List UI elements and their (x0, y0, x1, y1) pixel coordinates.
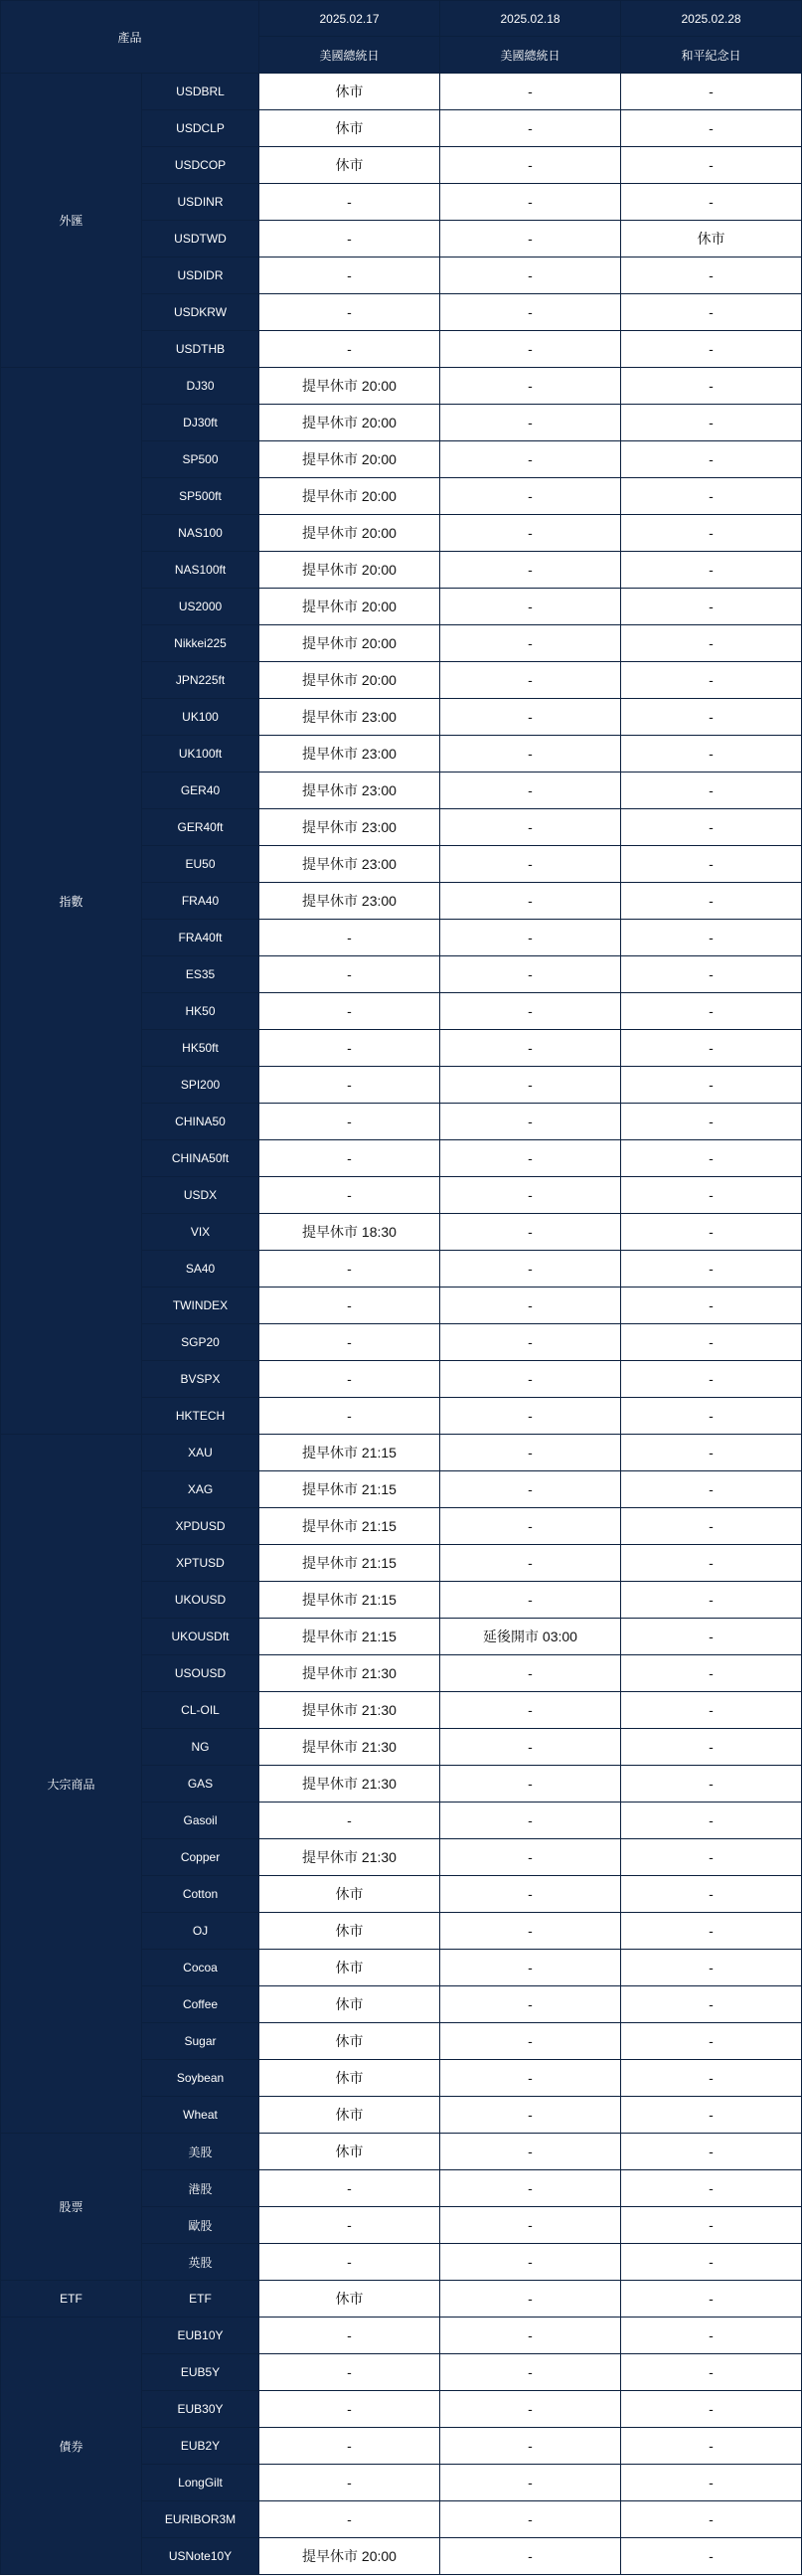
schedule-cell: 提早休市 23:00 (259, 699, 440, 736)
schedule-cell: 休市 (259, 147, 440, 184)
schedule-cell: - (440, 1766, 621, 1803)
schedule-cell: - (440, 2281, 621, 2318)
schedule-cell: - (440, 74, 621, 110)
schedule-cell: - (440, 2207, 621, 2244)
category-cell: ETF (1, 2281, 142, 2318)
schedule-cell: - (440, 441, 621, 478)
product-cell: Wheat (142, 2097, 259, 2134)
schedule-cell: - (259, 993, 440, 1030)
schedule-cell: - (440, 1913, 621, 1950)
schedule-cell: - (259, 1398, 440, 1435)
schedule-cell: - (621, 589, 802, 625)
schedule-cell: - (621, 773, 802, 809)
schedule-cell: - (440, 1288, 621, 1324)
schedule-cell: - (440, 2060, 621, 2097)
schedule-cell: - (440, 2134, 621, 2170)
schedule-cell: 提早休市 23:00 (259, 846, 440, 883)
product-cell: Cotton (142, 1876, 259, 1913)
schedule-cell: - (440, 147, 621, 184)
product-cell: EUB5Y (142, 2354, 259, 2391)
schedule-cell: - (440, 1729, 621, 1766)
schedule-cell: 提早休市 21:30 (259, 1655, 440, 1692)
schedule-cell: - (440, 1104, 621, 1140)
schedule-cell: - (440, 405, 621, 441)
schedule-cell: - (259, 2170, 440, 2207)
schedule-cell: - (621, 2391, 802, 2428)
product-cell: USDTWD (142, 221, 259, 258)
schedule-cell: - (621, 2097, 802, 2134)
schedule-cell: 休市 (259, 2060, 440, 2097)
product-cell: FRA40ft (142, 920, 259, 956)
table-row (1, 2318, 802, 2354)
schedule-cell: - (440, 846, 621, 883)
schedule-cell: 提早休市 21:30 (259, 1839, 440, 1876)
schedule-cell: - (621, 515, 802, 552)
schedule-cell: - (440, 2170, 621, 2207)
schedule-cell: - (621, 1288, 802, 1324)
schedule-cell: - (440, 1986, 621, 2023)
schedule-cell: 延後開市 03:00 (440, 1619, 621, 1655)
product-cell: SA40 (142, 1251, 259, 1288)
product-cell: US2000 (142, 589, 259, 625)
product-cell: XAG (142, 1471, 259, 1508)
schedule-cell: - (440, 2501, 621, 2538)
schedule-cell: 休市 (259, 1876, 440, 1913)
schedule-cell: - (440, 2097, 621, 2134)
schedule-cell: - (259, 294, 440, 331)
product-cell: UK100ft (142, 736, 259, 773)
schedule-cell: 提早休市 21:15 (259, 1435, 440, 1471)
schedule-cell: - (259, 1361, 440, 1398)
schedule-cell: 提早休市 20:00 (259, 552, 440, 589)
product-cell: SP500 (142, 441, 259, 478)
schedule-cell: - (259, 2391, 440, 2428)
schedule-cell: - (440, 809, 621, 846)
schedule-cell: - (621, 405, 802, 441)
schedule-cell: 提早休市 20:00 (259, 368, 440, 405)
schedule-cell: - (440, 294, 621, 331)
product-cell: USDKRW (142, 294, 259, 331)
schedule-cell: - (440, 1655, 621, 1692)
product-cell: GAS (142, 1766, 259, 1803)
schedule-cell: 提早休市 21:15 (259, 1619, 440, 1655)
product-cell: 港股 (142, 2170, 259, 2207)
product-cell: NAS100 (142, 515, 259, 552)
schedule-cell: - (440, 1177, 621, 1214)
schedule-cell: - (621, 1582, 802, 1619)
schedule-cell: - (621, 1803, 802, 1839)
schedule-cell: - (259, 1288, 440, 1324)
schedule-cell: - (440, 2354, 621, 2391)
schedule-cell: - (440, 1067, 621, 1104)
product-cell: USDIDR (142, 258, 259, 294)
product-cell: SPI200 (142, 1067, 259, 1104)
schedule-cell: 提早休市 20:00 (259, 515, 440, 552)
schedule-cell: 提早休市 23:00 (259, 883, 440, 920)
category-cell: 債券 (1, 2318, 142, 2575)
schedule-cell: - (440, 1839, 621, 1876)
schedule-cell: 提早休市 20:00 (259, 625, 440, 662)
schedule-cell: - (440, 1030, 621, 1067)
schedule-cell: - (621, 1655, 802, 1692)
table-row (1, 1435, 802, 1471)
product-cell: XAU (142, 1435, 259, 1471)
schedule-cell: - (440, 2465, 621, 2501)
schedule-cell: - (440, 1692, 621, 1729)
schedule-cell: - (259, 258, 440, 294)
schedule-cell: - (621, 2281, 802, 2318)
schedule-cell: 提早休市 23:00 (259, 809, 440, 846)
schedule-cell: - (259, 1067, 440, 1104)
schedule-cell: - (621, 2134, 802, 2170)
product-cell: UKOUSDft (142, 1619, 259, 1655)
schedule-cell: - (440, 699, 621, 736)
schedule-cell: - (440, 1214, 621, 1251)
schedule-cell: - (621, 1030, 802, 1067)
schedule-cell: - (440, 1471, 621, 1508)
product-cell: 美股 (142, 2134, 259, 2170)
schedule-cell: - (440, 2244, 621, 2281)
product-cell: EUB2Y (142, 2428, 259, 2465)
schedule-cell: 提早休市 20:00 (259, 441, 440, 478)
schedule-cell: - (621, 1508, 802, 1545)
product-cell: EU50 (142, 846, 259, 883)
product-cell: HKTECH (142, 1398, 259, 1435)
schedule-cell: - (440, 184, 621, 221)
schedule-cell: - (259, 184, 440, 221)
schedule-cell: - (440, 736, 621, 773)
schedule-cell: - (440, 1435, 621, 1471)
schedule-cell: - (259, 2428, 440, 2465)
schedule-cell: - (440, 368, 621, 405)
schedule-cell: - (621, 736, 802, 773)
holiday-header-3: 和平紀念日 (621, 37, 802, 74)
product-cell: HK50 (142, 993, 259, 1030)
product-cell: USDTHB (142, 331, 259, 368)
schedule-cell: - (440, 515, 621, 552)
schedule-cell: - (259, 1324, 440, 1361)
schedule-cell: - (440, 1361, 621, 1398)
schedule-cell: - (621, 956, 802, 993)
product-cell: ES35 (142, 956, 259, 993)
schedule-cell: - (259, 1803, 440, 1839)
schedule-cell: - (621, 1214, 802, 1251)
category-cell: 指數 (1, 368, 142, 1435)
product-cell: USNote10Y (142, 2538, 259, 2575)
product-cell: Sugar (142, 2023, 259, 2060)
product-cell: FRA40 (142, 883, 259, 920)
category-cell: 股票 (1, 2134, 142, 2281)
schedule-cell: - (621, 552, 802, 589)
schedule-cell: - (621, 1913, 802, 1950)
schedule-cell: - (621, 2318, 802, 2354)
schedule-cell: - (621, 2170, 802, 2207)
schedule-cell: 休市 (259, 110, 440, 147)
schedule-cell: - (621, 1435, 802, 1471)
schedule-cell: - (440, 2023, 621, 2060)
schedule-cell: - (621, 1324, 802, 1361)
schedule-cell: - (440, 993, 621, 1030)
schedule-cell: - (259, 920, 440, 956)
product-cell: NAS100ft (142, 552, 259, 589)
schedule-cell: - (621, 1839, 802, 1876)
product-cell: Cocoa (142, 1950, 259, 1986)
schedule-cell: - (440, 2318, 621, 2354)
product-cell: EUB10Y (142, 2318, 259, 2354)
product-cell: CHINA50 (142, 1104, 259, 1140)
date-header-3: 2025.02.28 (621, 1, 802, 37)
schedule-cell: - (440, 331, 621, 368)
product-cell: DJ30ft (142, 405, 259, 441)
product-cell: GER40ft (142, 809, 259, 846)
product-cell: EUB30Y (142, 2391, 259, 2428)
schedule-cell: - (621, 331, 802, 368)
schedule-cell: - (259, 956, 440, 993)
schedule-cell: - (259, 2318, 440, 2354)
schedule-cell: - (440, 110, 621, 147)
schedule-cell: - (621, 1104, 802, 1140)
schedule-cell: - (621, 478, 802, 515)
product-cell: USOUSD (142, 1655, 259, 1692)
category-cell: 大宗商品 (1, 1435, 142, 2134)
product-cell: UK100 (142, 699, 259, 736)
schedule-cell: - (621, 662, 802, 699)
schedule-cell: 提早休市 21:15 (259, 1545, 440, 1582)
schedule-cell: - (621, 1398, 802, 1435)
schedule-cell: - (259, 2244, 440, 2281)
schedule-cell: - (259, 1177, 440, 1214)
schedule-cell: - (621, 625, 802, 662)
product-cell: USDBRL (142, 74, 259, 110)
schedule-cell: - (621, 147, 802, 184)
schedule-cell: 提早休市 23:00 (259, 736, 440, 773)
table-row (1, 2134, 802, 2170)
schedule-cell: 提早休市 20:00 (259, 405, 440, 441)
product-cell: CL-OIL (142, 1692, 259, 1729)
schedule-cell: 提早休市 20:00 (259, 589, 440, 625)
product-cell: Nikkei225 (142, 625, 259, 662)
schedule-cell: - (259, 2465, 440, 2501)
schedule-cell: 提早休市 20:00 (259, 2538, 440, 2575)
schedule-cell: 提早休市 21:15 (259, 1582, 440, 1619)
product-cell: UKOUSD (142, 1582, 259, 1619)
schedule-cell: - (621, 2538, 802, 2575)
schedule-cell: - (621, 74, 802, 110)
schedule-cell: 提早休市 21:30 (259, 1692, 440, 1729)
table-row (1, 74, 802, 110)
product-cell: OJ (142, 1913, 259, 1950)
product-cell: SGP20 (142, 1324, 259, 1361)
product-header: 產品 (1, 1, 259, 74)
schedule-cell: - (440, 1950, 621, 1986)
schedule-cell: - (621, 2428, 802, 2465)
product-cell: USDINR (142, 184, 259, 221)
schedule-cell: - (621, 2060, 802, 2097)
schedule-cell: - (621, 294, 802, 331)
product-cell: EURIBOR3M (142, 2501, 259, 2538)
schedule-cell: 提早休市 21:15 (259, 1471, 440, 1508)
schedule-cell: - (440, 1545, 621, 1582)
schedule-cell: 提早休市 23:00 (259, 773, 440, 809)
schedule-cell: - (259, 1104, 440, 1140)
schedule-cell: - (621, 1251, 802, 1288)
product-cell: HK50ft (142, 1030, 259, 1067)
schedule-cell: - (440, 662, 621, 699)
product-cell: XPTUSD (142, 1545, 259, 1582)
schedule-cell: - (440, 1324, 621, 1361)
schedule-cell: - (440, 1876, 621, 1913)
schedule-cell: 休市 (259, 2281, 440, 2318)
schedule-cell: - (621, 368, 802, 405)
schedule-cell: - (621, 2354, 802, 2391)
product-cell: TWINDEX (142, 1288, 259, 1324)
schedule-cell: - (440, 2538, 621, 2575)
schedule-cell: - (440, 1251, 621, 1288)
product-cell: CHINA50ft (142, 1140, 259, 1177)
schedule-cell: - (621, 2501, 802, 2538)
schedule-cell: - (621, 1692, 802, 1729)
schedule-cell: - (621, 1545, 802, 1582)
product-cell: Gasoil (142, 1803, 259, 1839)
schedule-cell: 休市 (259, 2023, 440, 2060)
table-row (1, 368, 802, 405)
schedule-cell: - (440, 221, 621, 258)
schedule-cell: - (621, 1986, 802, 2023)
schedule-cell: - (621, 2465, 802, 2501)
schedule-cell: - (259, 221, 440, 258)
product-cell: ETF (142, 2281, 259, 2318)
product-cell: USDCLP (142, 110, 259, 147)
schedule-cell: - (440, 956, 621, 993)
product-cell: Soybean (142, 2060, 259, 2097)
schedule-cell: - (259, 2501, 440, 2538)
schedule-cell: - (440, 589, 621, 625)
schedule-cell: - (440, 552, 621, 589)
schedule-cell: - (621, 110, 802, 147)
table-body (1, 74, 802, 2575)
schedule-cell: 提早休市 20:00 (259, 662, 440, 699)
schedule-cell: - (621, 1177, 802, 1214)
product-cell: Coffee (142, 1986, 259, 2023)
schedule-cell: 休市 (259, 2134, 440, 2170)
schedule-cell: - (621, 699, 802, 736)
schedule-cell: - (621, 993, 802, 1030)
schedule-cell: - (621, 1140, 802, 1177)
schedule-cell: - (621, 2207, 802, 2244)
product-cell: 歐股 (142, 2207, 259, 2244)
product-cell: 英股 (142, 2244, 259, 2281)
product-cell: USDX (142, 1177, 259, 1214)
schedule-cell: 休市 (259, 1950, 440, 1986)
schedule-cell: - (621, 920, 802, 956)
holiday-header-1: 美國總統日 (259, 37, 440, 74)
schedule-cell: - (621, 258, 802, 294)
schedule-cell: - (621, 1619, 802, 1655)
product-cell: BVSPX (142, 1361, 259, 1398)
product-cell: LongGilt (142, 2465, 259, 2501)
schedule-cell: 休市 (259, 1913, 440, 1950)
schedule-cell: - (621, 1067, 802, 1104)
schedule-cell: 提早休市 20:00 (259, 478, 440, 515)
schedule-cell: - (621, 883, 802, 920)
product-cell: Copper (142, 1839, 259, 1876)
schedule-cell: - (440, 1398, 621, 1435)
schedule-cell: 休市 (259, 2097, 440, 2134)
schedule-cell: - (621, 441, 802, 478)
schedule-cell: - (440, 2391, 621, 2428)
schedule-cell: 提早休市 21:15 (259, 1508, 440, 1545)
schedule-cell: - (621, 1766, 802, 1803)
product-cell: DJ30 (142, 368, 259, 405)
schedule-cell: - (440, 625, 621, 662)
schedule-cell: - (440, 920, 621, 956)
schedule-cell: - (621, 1729, 802, 1766)
schedule-cell: - (440, 1582, 621, 1619)
product-cell: SP500ft (142, 478, 259, 515)
schedule-cell: - (259, 2354, 440, 2391)
schedule-cell: - (259, 1251, 440, 1288)
schedule-cell: - (621, 184, 802, 221)
schedule-cell: - (440, 1803, 621, 1839)
schedule-cell: - (259, 1030, 440, 1067)
schedule-cell: - (440, 478, 621, 515)
schedule-cell: 休市 (259, 74, 440, 110)
product-cell: USDCOP (142, 147, 259, 184)
category-cell: 外匯 (1, 74, 142, 368)
product-cell: GER40 (142, 773, 259, 809)
schedule-cell: - (259, 1140, 440, 1177)
holiday-header-2: 美國總統日 (440, 37, 621, 74)
schedule-cell: 提早休市 18:30 (259, 1214, 440, 1251)
schedule-cell: - (621, 2023, 802, 2060)
schedule-cell: 提早休市 21:30 (259, 1766, 440, 1803)
schedule-cell: - (440, 773, 621, 809)
date-header-2: 2025.02.18 (440, 1, 621, 37)
product-cell: JPN225ft (142, 662, 259, 699)
table-row (1, 2281, 802, 2318)
schedule-cell: 提早休市 21:30 (259, 1729, 440, 1766)
schedule-cell: - (440, 883, 621, 920)
schedule-cell: - (440, 1508, 621, 1545)
schedule-cell: 休市 (621, 221, 802, 258)
schedule-cell: - (621, 846, 802, 883)
schedule-cell: - (440, 258, 621, 294)
date-header-1: 2025.02.17 (259, 1, 440, 37)
schedule-cell: - (621, 2244, 802, 2281)
schedule-cell: - (259, 331, 440, 368)
schedule-cell: - (440, 1140, 621, 1177)
schedule-cell: - (259, 2207, 440, 2244)
schedule-cell: - (621, 809, 802, 846)
schedule-cell: - (621, 1361, 802, 1398)
schedule-cell: - (621, 1876, 802, 1913)
product-cell: XPDUSD (142, 1508, 259, 1545)
product-cell: NG (142, 1729, 259, 1766)
product-cell: VIX (142, 1214, 259, 1251)
table-header (1, 1, 802, 74)
schedule-cell: - (621, 1471, 802, 1508)
schedule-cell: - (621, 1950, 802, 1986)
schedule-cell: 休市 (259, 1986, 440, 2023)
schedule-cell: - (440, 2428, 621, 2465)
